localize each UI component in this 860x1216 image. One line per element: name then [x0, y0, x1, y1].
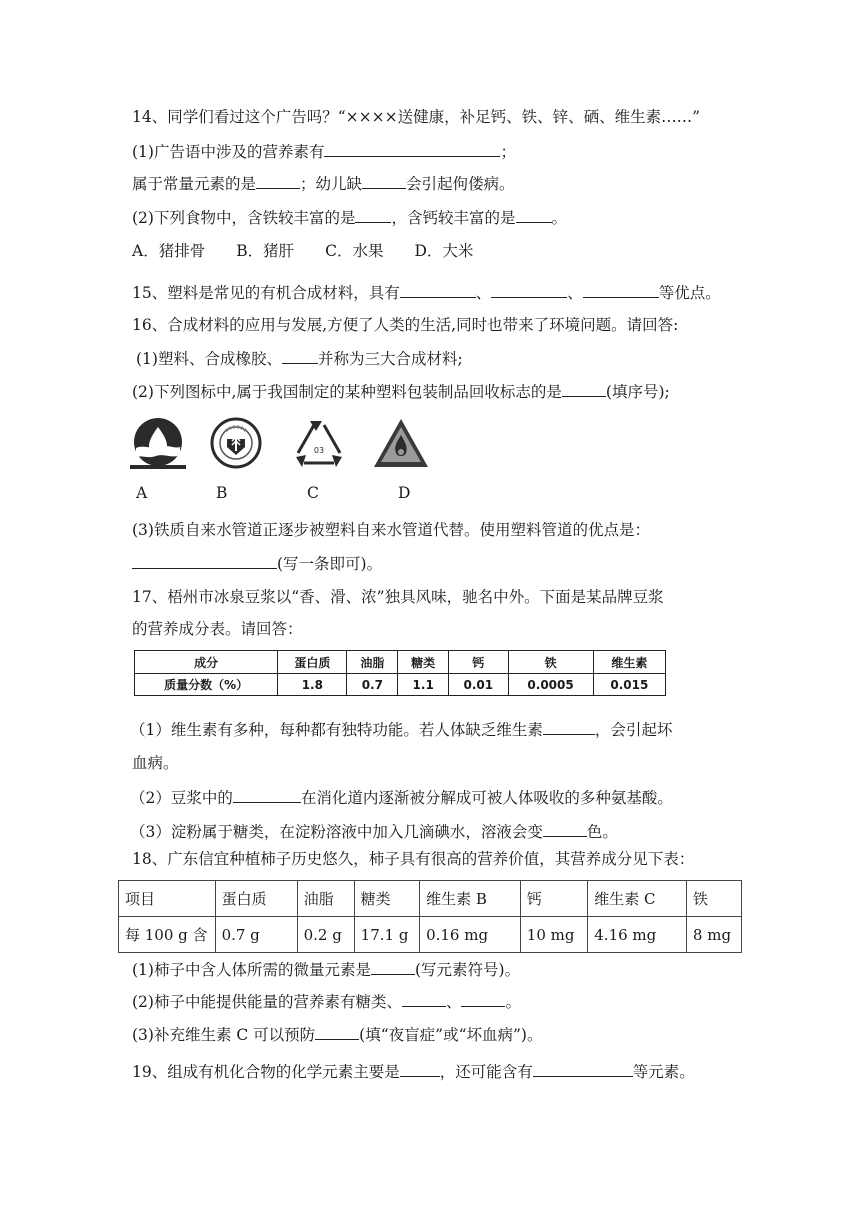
q15-end: 等优点。	[658, 284, 721, 302]
green-food-seal-icon[interactable]	[210, 417, 262, 469]
q14-part1-text: (1)广告语中涉及的营养素有	[132, 143, 325, 161]
q14-part2-text: (2)下列	[132, 209, 185, 227]
water-drop-icon[interactable]	[130, 417, 186, 469]
table-cell: 0.16 mg	[420, 917, 521, 953]
icon-label-d: D	[398, 484, 411, 502]
table-cell: 项目	[119, 881, 216, 917]
q17-part2-text: （2）豆浆中的	[130, 789, 233, 807]
q17-part3-end: 色。	[586, 823, 618, 841]
q17-line1: 17、梧州市冰泉豆浆以“香、滑、浓”独具风味，驰名中外。下面是某品牌豆浆	[132, 588, 664, 606]
table-cell: 0.7	[347, 674, 398, 696]
table-cell: 成分	[135, 651, 278, 674]
q14-part2-mid1: 食物中，含铁较丰富的是	[184, 209, 356, 227]
q15-sep: 、	[567, 284, 583, 302]
answer-blank[interactable]	[400, 281, 476, 298]
q17-part2	[130, 786, 673, 809]
q18-part1	[132, 958, 520, 981]
q17-part1-cont: 血病。	[132, 754, 179, 772]
answer-blank[interactable]	[461, 990, 505, 1007]
q19-line	[132, 1060, 695, 1083]
answer-blank[interactable]	[516, 206, 552, 223]
answer-blank[interactable]	[491, 281, 567, 298]
table-cell: 1.8	[278, 674, 347, 696]
table-cell: 油脂	[297, 881, 354, 917]
table-cell: 1.1	[398, 674, 449, 696]
q16-part3: (3)铁质自来水管道正逐步被塑料自来水管道代替。使用塑料管道的优点是：	[132, 521, 650, 539]
soymilk-nutrition-table	[134, 650, 666, 696]
table-cell: 糖类	[354, 881, 419, 917]
q15-sep: 、	[475, 284, 492, 302]
q16-title: 16、合成材料的应用与发展,方便了人类的生活,同时也带来了环境问题。请回答:	[132, 316, 679, 334]
table-cell: 0.01	[449, 674, 508, 696]
table-cell: 0.2 g	[297, 917, 354, 953]
q15-line	[132, 281, 721, 304]
q16-part1-end: 并称为三大合成材料;	[317, 350, 463, 368]
table-header-row	[135, 651, 666, 674]
q18-part1-mid: 元素是	[324, 961, 371, 979]
q14-title: 14、同学们看过这个广告吗？“××××送健康，补足钙、铁、锌、硒、维生素……”	[132, 108, 701, 126]
q18-part3-text: (3)补充维生素 C 可以预防	[132, 1026, 316, 1044]
q17-part2-end: 在消化道内逐渐被分解成可被人体吸收的多种氨基酸。	[300, 789, 673, 807]
table-cell: 0.015	[593, 674, 665, 696]
answer-blank[interactable]	[132, 552, 277, 569]
q14-part1-end: ；	[500, 143, 516, 161]
q16-part2	[132, 380, 670, 403]
answer-blank[interactable]	[402, 990, 446, 1007]
q14-part2-end: 。	[551, 209, 568, 227]
answer-blank[interactable]	[324, 140, 500, 157]
q18-part2	[132, 990, 521, 1013]
q18-part2-sep: 、	[445, 993, 462, 1011]
answer-blank[interactable]	[543, 718, 595, 735]
q14-part1b-text: 属于常量元素的是	[132, 175, 257, 193]
q17-part3	[130, 820, 618, 843]
icon-label-c: C	[307, 484, 319, 502]
answer-blank[interactable]	[583, 281, 659, 298]
icon-label-b: B	[216, 484, 228, 502]
q18-part3-end: (填“夜盲症”或“坏血病”)。	[359, 1026, 543, 1044]
table-cell: 每 100 g 含	[119, 917, 216, 953]
q18-part2-end: 。	[505, 993, 521, 1011]
answer-blank[interactable]	[543, 820, 587, 837]
q17-part1	[130, 718, 672, 741]
table-cell: 8 mg	[686, 917, 741, 953]
answer-blank[interactable]	[362, 172, 406, 189]
table-cell: 铁	[508, 651, 593, 674]
table-cell: 油脂	[347, 651, 398, 674]
table-cell: 糖类	[398, 651, 449, 674]
table-cell: 10 mg	[520, 917, 587, 953]
answer-blank[interactable]	[256, 172, 300, 189]
q16-part1	[136, 347, 463, 370]
q18-part1-text: (1)柿子中含人体所需的微量	[132, 961, 325, 979]
persimmon-nutrition-table	[118, 880, 742, 953]
q18-part3	[132, 1023, 542, 1046]
q18-title: 18、广东信宜种植柿子历史悠久，柿子具有很高的营养价值，其营养成分见下表：	[132, 850, 695, 868]
table-cell: 维生素	[593, 651, 665, 674]
q17-part1-text: （1）维生素有多种，每种都有独特功能。若人体缺乏维生素	[130, 721, 543, 739]
table-cell: 4.16 mg	[588, 917, 687, 953]
answer-blank[interactable]	[315, 1023, 359, 1040]
flammable-warning-icon[interactable]	[372, 417, 430, 469]
q14-part2-mid2: ，含钙较丰富的是	[391, 209, 516, 227]
answer-blank[interactable]	[355, 206, 391, 223]
answer-blank[interactable]	[533, 1060, 633, 1077]
q16-part3b-end: (写一条即可)。	[277, 555, 383, 573]
answer-blank[interactable]	[371, 958, 415, 975]
q14-part1b-end: 会引起佝偻病。	[406, 175, 515, 193]
q16-part2-text: (2)下列图标中,属于我国制定的某种塑料包装制品回收标志的是	[132, 383, 562, 401]
answer-blank[interactable]	[400, 1060, 440, 1077]
table-row	[119, 917, 742, 953]
answer-blank[interactable]	[562, 380, 606, 397]
q19-text: 19、组成有机化合物的化学元素主要是	[132, 1063, 400, 1081]
table-cell: 铁	[686, 881, 741, 917]
q19-end: 等元素。	[632, 1063, 695, 1081]
answer-blank[interactable]	[282, 347, 318, 364]
q15-text: 15、塑料是常见的有机合成材料，具有	[132, 284, 400, 302]
table-cell: 钙	[449, 651, 508, 674]
icon-label-a: A	[136, 484, 148, 502]
table-cell: 维生素 B	[420, 881, 521, 917]
table-cell: 蛋白质	[278, 651, 347, 674]
table-header-row	[119, 881, 742, 917]
q16-part3b	[132, 552, 382, 575]
q14-options: A．猪排骨 B．猪肝 C．水果 D．大米	[132, 242, 474, 260]
table-cell: 钙	[520, 881, 587, 917]
table-cell: 0.7 g	[215, 917, 297, 953]
q14-part1b-mid: ；幼儿缺	[300, 175, 363, 193]
q18-part1-end: (写元素符号)。	[414, 961, 521, 979]
q17-part1-end: ，会引起坏	[594, 721, 673, 739]
q17-line2: 的营养成分表。请回答：	[132, 620, 303, 638]
table-cell: 蛋白质	[215, 881, 297, 917]
q14-part1b	[132, 172, 515, 195]
table-row	[135, 674, 666, 696]
q16-part1-text: (1)塑料、合成橡胶、	[136, 350, 282, 368]
q16-part2-end: (填序号);	[605, 383, 670, 401]
table-cell: 0.0005	[508, 674, 593, 696]
recycle-triangle-icon[interactable]	[290, 417, 348, 471]
q14-part1	[132, 140, 516, 163]
q17-part3-text: （3）淀粉属于糖类，在淀粉溶液中加入几滴碘水，溶液会变	[130, 823, 543, 841]
answer-blank[interactable]	[233, 786, 301, 803]
q18-part2-text: (2)柿子中能提供能量的营养素有糖类、	[132, 993, 402, 1011]
table-cell: 质量分数（%）	[135, 674, 278, 696]
q19-mid: ，还可能含有	[439, 1063, 533, 1081]
table-cell: 17.1 g	[354, 917, 419, 953]
recycle-number-label: 03	[313, 446, 325, 455]
q14-part2	[132, 206, 567, 229]
table-cell: 维生素 C	[588, 881, 687, 917]
